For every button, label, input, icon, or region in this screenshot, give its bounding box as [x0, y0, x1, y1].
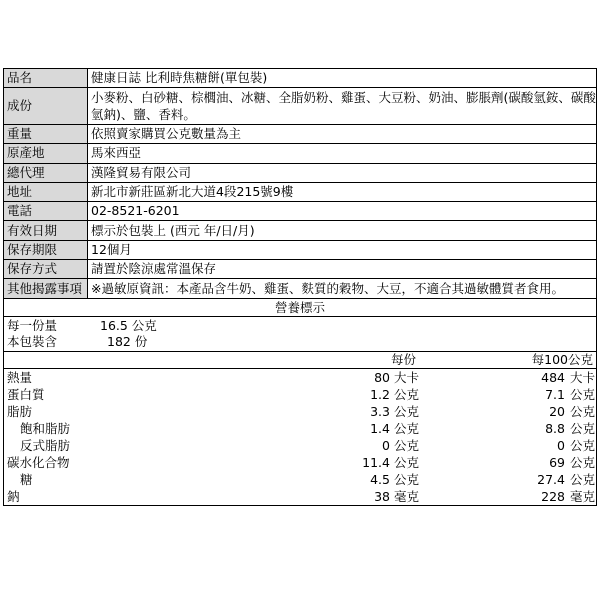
per-serving-header: 每份: [390, 351, 416, 367]
per-100g-value: 27.4: [537, 472, 565, 488]
spec-value: 小麥粉、白砂糖、棕櫚油、冰糖、全脂奶粉、雞蛋、大豆粉、奶油、膨脹劑(碳酸氫銨、碳酸氫鈉)、鹽、香料。: [88, 88, 597, 125]
servings-row: [7, 334, 596, 350]
spec-row: [4, 144, 597, 163]
nutrition-row: [4, 420, 596, 437]
spec-label: 總代理: [4, 163, 88, 182]
nutrition-row: [4, 471, 596, 488]
serving-size-label: 每一份量: [7, 317, 58, 333]
per-serving-unit: 毫克: [394, 489, 420, 505]
per-100g-unit: 公克: [570, 438, 596, 454]
spec-value: ※過敏原資訊：本產品含牛奶、雞蛋、麩質的穀物、大豆，不適合其過敏體質者食用。: [88, 279, 597, 298]
per-serving-unit: 公克: [394, 455, 420, 471]
nutrition-row: [4, 403, 596, 420]
per-100g-value: 69: [549, 455, 565, 471]
spec-value: 請置於陰涼處常溫保存: [88, 260, 597, 279]
spec-value: 馬來西亞: [88, 144, 597, 163]
spec-row: [4, 88, 597, 125]
per-serving-unit: 公克: [394, 403, 420, 419]
per-100g-unit: 大卡: [570, 369, 596, 385]
product-info-sheet: [3, 68, 597, 506]
nutrition-row: [4, 454, 596, 471]
per-100g-value: 20: [549, 403, 565, 419]
per-serving-value: 0: [382, 438, 390, 454]
spec-row: [4, 260, 597, 279]
spec-label: 保存期限: [4, 240, 88, 259]
spec-value: 12個月: [88, 240, 597, 259]
spec-row: [4, 240, 597, 259]
spec-value: 標示於包裝上 (西元 年/日/月): [88, 221, 597, 240]
nutrition-title: 營養標示: [4, 299, 596, 317]
spec-table: [3, 68, 597, 299]
per-100g-value: 7.1: [545, 386, 565, 402]
spec-value: 健康日誌 比利時焦糖餅(單包裝): [88, 69, 597, 88]
nutrient-name: 脂肪: [7, 403, 33, 419]
spec-row: [4, 182, 597, 201]
servings-value: 182 份: [107, 333, 148, 349]
serving-size-row: [7, 318, 596, 334]
nutrition-row: [4, 386, 596, 403]
per-100g-unit: 公克: [570, 455, 596, 471]
per-serving-unit: 大卡: [394, 369, 420, 385]
per-serving-value: 11.4: [362, 455, 390, 471]
spec-value: 依照賣家購買公克數量為主: [88, 125, 597, 144]
spec-row: [4, 125, 597, 144]
per-serving-unit: 公克: [394, 472, 420, 488]
nutrition-row: [4, 369, 596, 386]
spec-row: [4, 279, 597, 298]
spec-value: 漢隆貿易有限公司: [88, 163, 597, 182]
spec-label: 其他揭露事項: [4, 279, 88, 298]
spec-row: [4, 221, 597, 240]
spec-row: [4, 202, 597, 221]
spec-label: 有效日期: [4, 221, 88, 240]
per-100g-header: 每100公克: [531, 351, 593, 367]
nutrition-row: [4, 437, 596, 454]
per-serving-unit: 公克: [394, 438, 420, 454]
per-serving-unit: 公克: [394, 420, 420, 436]
nutrition-rows: [4, 369, 596, 506]
per-100g-unit: 毫克: [570, 489, 596, 505]
per-serving-value: 1.2: [370, 386, 390, 402]
per-100g-value: 484: [541, 369, 565, 385]
nutrient-name: 飽和脂肪: [20, 420, 71, 436]
per-100g-value: 8.8: [545, 420, 565, 436]
nutrient-name: 反式脂肪: [20, 438, 71, 454]
nutrient-name: 鈉: [7, 489, 20, 505]
nutrient-name: 熱量: [7, 369, 33, 385]
serving-info: [4, 317, 596, 352]
nutrition-header-row: [4, 352, 596, 369]
per-serving-value: 3.3: [370, 403, 390, 419]
per-100g-unit: 公克: [570, 420, 596, 436]
nutrition-facts: [3, 299, 597, 507]
spec-row: [4, 163, 597, 182]
spec-label: 品名: [4, 69, 88, 88]
nutrient-name: 蛋白質: [7, 386, 45, 402]
per-serving-value: 38: [374, 489, 390, 505]
spec-label: 重量: [4, 125, 88, 144]
serving-size-value: 16.5 公克: [100, 317, 157, 333]
spec-label: 地址: [4, 182, 88, 201]
spec-label: 保存方式: [4, 260, 88, 279]
spec-label: 成份: [4, 88, 88, 125]
per-serving-value: 1.4: [370, 420, 390, 436]
nutrient-name: 碳水化合物: [7, 455, 70, 471]
nutrient-name: 糖: [20, 472, 33, 488]
nutrition-row: [4, 488, 596, 505]
per-serving-unit: 公克: [394, 386, 420, 402]
spec-row: [4, 69, 597, 88]
spec-label: 電話: [4, 202, 88, 221]
per-serving-value: 80: [374, 369, 390, 385]
per-100g-unit: 公克: [570, 472, 596, 488]
spec-label: 原產地: [4, 144, 88, 163]
spec-value: 新北市新莊區新北大道4段215號9樓: [88, 182, 597, 201]
per-100g-unit: 公克: [570, 403, 596, 419]
servings-label: 本包裝含: [7, 333, 58, 349]
per-100g-value: 0: [557, 438, 565, 454]
per-100g-value: 228: [541, 489, 565, 505]
spec-value: 02-8521-6201: [88, 202, 597, 221]
per-serving-value: 4.5: [370, 472, 390, 488]
per-100g-unit: 公克: [570, 386, 596, 402]
